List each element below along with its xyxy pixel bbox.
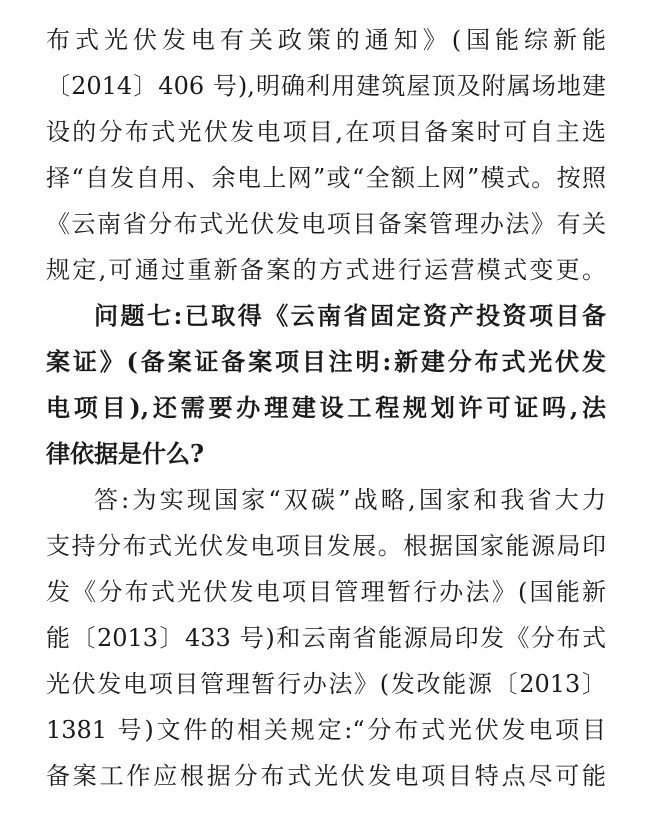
question7-line-3: 电项目),还需要办理建设工程规划许可证吗,法 xyxy=(46,393,606,422)
question7-line-2: 案证》(备案证备案项目注明:新建分布式光伏发 xyxy=(46,347,606,376)
answer7-line-1: 答:为实现国家“双碳”战略,国家和我省大力 xyxy=(94,486,606,514)
answer7-line-5: 光伏发电项目管理暂行办法》(发改能源〔2013〕 xyxy=(46,670,606,698)
paragraph1-line-4: 择“自发自用、余电上网”或“全额上网”模式。按照 xyxy=(46,164,606,192)
question7-line-1: 问题七:已取得《云南省固定资产投资项目备 xyxy=(94,301,606,330)
paragraph1-line-6: 规定,可通过重新备案的方式进行运营模式变更。 xyxy=(46,256,606,284)
answer7-line-7: 备案工作应根据分布式光伏发电项目特点尽可能 xyxy=(46,762,606,790)
answer7-line-2: 支持分布式光伏发电项目发展。根据国家能源局印 xyxy=(46,532,606,560)
paragraph1-line-2: 〔2014〕406 号),明确利用建筑屋顶及附属场地建 xyxy=(46,72,606,100)
paragraph1-line-3: 设的分布式光伏发电项目,在项目备案时可自主选 xyxy=(46,118,606,146)
answer7-line-4: 能〔2013〕433 号)和云南省能源局印发《分布式 xyxy=(46,624,606,652)
question7-line-4: 律依据是什么? xyxy=(46,439,205,468)
answer7-line-3: 发《分布式光伏发电项目管理暂行办法》(国能新 xyxy=(46,578,606,606)
paragraph1-line-5: 《云南省分布式光伏发电项目备案管理办法》有关 xyxy=(46,210,606,238)
paragraph1-line-1: 布式光伏发电有关政策的通知》(国能综新能 xyxy=(46,26,606,54)
answer7-line-6: 1381 号)文件的相关规定:“分布式光伏发电项目 xyxy=(46,716,606,744)
